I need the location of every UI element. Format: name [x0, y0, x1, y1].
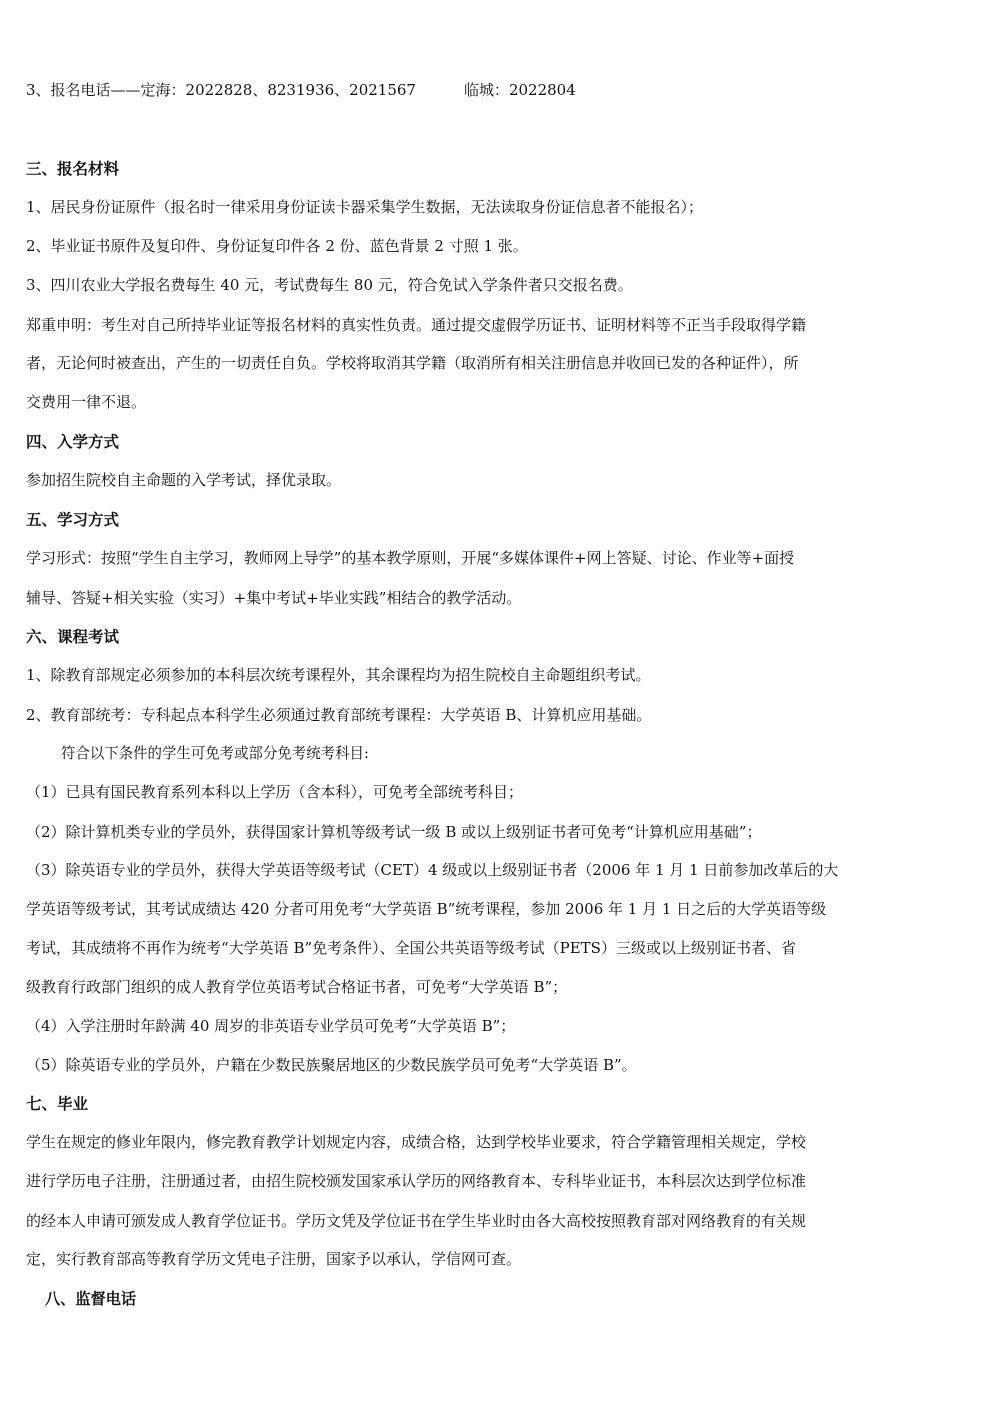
exemption-5: （5）除英语专业的学员外，户籍在少数民族聚居地区的少数民族学员可免考“大学英语 B”。 [26, 1056, 637, 1074]
exemption-2: （2）除计算机类专业的学员外，获得国家计算机等级考试一级 B 或以上级别证书者可免考“计算机应用基础”； [26, 823, 762, 841]
exams-item-2: 2、教育部统考：专科起点本科学生必须通过教育部统考课程：大学英语 B、计算机应用基础。 [26, 706, 652, 724]
section-heading-study: 五、学习方式 [26, 511, 120, 529]
phone-dinghai: 3、报名电话——定海：2022828、8231936、2021567 [26, 81, 416, 99]
graduation-line-4: 定，实行教育部高等教育学历文凭电子注册，国家予以承认，学信网可查。 [26, 1250, 522, 1268]
declaration-line-3: 交费用一律不退。 [26, 393, 147, 411]
declaration-line-1: 郑重申明：考生对自己所持毕业证等报名材料的真实性负责。通过提交虚假学历证书、证明材料等不正当手段取得学籍 [26, 316, 807, 334]
materials-item-2: 2、毕业证书原件及复印件、身份证复印件各 2 份、蓝色背景 2 寸照 1 张。 [26, 237, 528, 255]
graduation-line-2: 进行学历电子注册，注册通过者，由招生院校颁发国家承认学历的网络教育本、专科毕业证书，本科层次达到学位标准 [26, 1172, 807, 1190]
study-line-2: 辅导、答疑+相关实验（实习）+集中考试+毕业实践”相结合的教学活动。 [26, 589, 522, 607]
exemption-3-line-2: 学英语等级考试，其考试成绩达 420 分者可用免考“大学英语 B”统考课程，参加 2006 年 1 月 1 日之后的大学英语等级 [26, 900, 827, 918]
admission-text: 参加招生院校自主命题的入学考试，择优录取。 [26, 471, 342, 489]
exemption-3-line-3: 考试，其成绩将不再作为统考“大学英语 B”免考条件）、全国公共英语等级考试（PETS）三级或以上级别证书者、省 [26, 939, 796, 957]
graduation-line-3: 的经本人申请可颁发成人教育学位证书。学历文凭及学位证书在学生毕业时由各大高校按照教育部对网络教育的有关规 [26, 1212, 807, 1230]
exemption-1: （1）已具有国民教育系列本科以上学历（含本科），可免考全部统考科目； [26, 783, 524, 801]
materials-item-1: 1、居民身份证原件（报名时一律采用身份证读卡器采集学生数据，无法读取身份证信息者不能报名）； [26, 198, 704, 216]
materials-item-3: 3、四川农业大学报名费每生 40 元，考试费每生 80 元，符合免试入学条件者只交报名费。 [26, 276, 633, 294]
section-heading-supervision: 八、监督电话 [45, 1290, 137, 1308]
exemption-3-line-4: 级教育行政部门组织的成人教育学位英语考试合格证书者，可免考“大学英语 B”； [26, 978, 568, 996]
section-heading-materials: 三、报名材料 [26, 160, 120, 178]
registration-phone-line [26, 80, 941, 100]
exemption-4: （4）入学注册时年龄满 40 周岁的非英语专业学员可免考“大学英语 B”； [26, 1017, 516, 1035]
graduation-line-1: 学生在规定的修业年限内，修完教育教学计划规定内容，成绩合格，达到学校毕业要求，符合学籍管理相关规定，学校 [26, 1133, 807, 1151]
section-heading-graduation: 七、毕业 [26, 1095, 89, 1113]
exemption-intro: 符合以下条件的学生可免考或部分免考统考科目: [61, 744, 369, 762]
exemption-3-line-1: （3）除英语专业的学员外，获得大学英语等级考试（CET）4 级或以上级别证书者（2006 年 1 月 1 日前参加改革后的大 [26, 861, 839, 879]
section-heading-admission: 四、入学方式 [26, 433, 120, 451]
phone-lincheng: 临城：2022804 [463, 81, 576, 99]
study-line-1: 学习形式：按照“学生自主学习，教师网上导学”的基本教学原则，开展“多媒体课件+网上答疑、讨论、作业等+面授 [26, 549, 795, 567]
declaration-line-2: 者，无论何时被查出，产生的一切责任自负。学校将取消其学籍（取消所有相关注册信息并收回已发的各种证件），所 [26, 354, 799, 372]
section-heading-exams: 六、课程考试 [26, 628, 120, 646]
exams-item-1: 1、除教育部规定必须参加的本科层次统考课程外，其余课程均为招生院校自主命题组织考试。 [26, 666, 651, 684]
